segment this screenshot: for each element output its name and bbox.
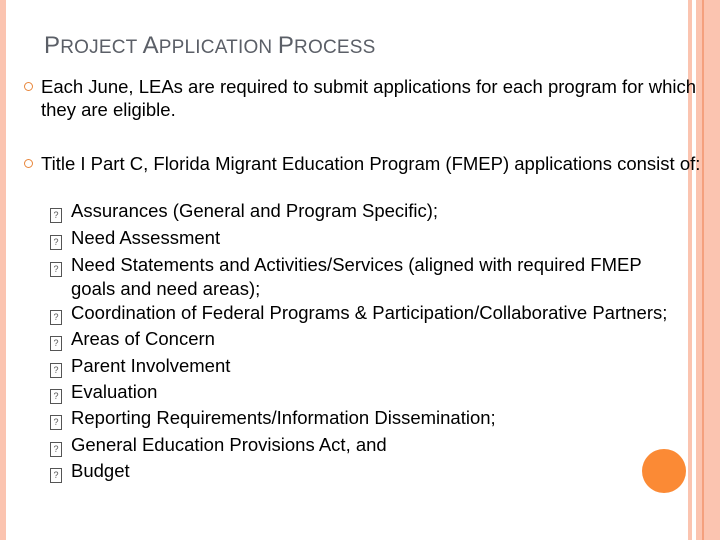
missing-glyph-bullet-icon: ? (50, 468, 62, 483)
sub-bullet-item (50, 226, 220, 250)
sub-bullet-text: Reporting Requirements/Information Dissemination; (71, 407, 496, 428)
sub-bullet-text: Coordination of Federal Programs & Participation/Collaborative Partners; (71, 302, 668, 323)
title-rest: ROJECT (60, 37, 143, 58)
slide-title (44, 32, 376, 60)
sub-bullet-text: Areas of Concern (71, 328, 215, 349)
bullet-text: Each June, LEAs are required to submit applications for each program for which they are eligible. (41, 76, 697, 120)
sub-bullet-text: Assurances (General and Program Specific); (71, 200, 439, 221)
bullet-circle-icon (24, 159, 33, 168)
left-border-decoration (0, 0, 6, 540)
sub-bullet-item (50, 406, 496, 430)
sub-bullet-text: Evaluation (71, 381, 158, 402)
title-cap: P (277, 32, 295, 59)
title-cap: A (142, 32, 159, 59)
missing-glyph-bullet-icon: ? (50, 208, 62, 223)
title-rest: ROCESS (294, 37, 376, 58)
title-cap: P (44, 32, 61, 59)
sub-bullet-item (50, 327, 215, 351)
title-rest: PPLICATION (158, 37, 278, 58)
bullet-text: Title I Part C, Florida Migrant Education Program (FMEP) applications consist of: (41, 153, 701, 174)
sub-bullet-text: Need Assessment (71, 227, 221, 248)
sub-bullet-item (50, 301, 667, 325)
sub-bullet-text: Need Statements and Activities/Services (aligned with required FMEP (71, 254, 642, 275)
sub-bullet-text: Parent Involvement (71, 355, 231, 376)
right-border-line (702, 0, 704, 540)
sub-bullet-text-continuation: goals and need areas); (71, 278, 261, 299)
sub-bullet-item (50, 459, 130, 483)
missing-glyph-bullet-icon: ? (50, 389, 62, 404)
missing-glyph-bullet-icon: ? (50, 442, 62, 457)
decorative-orange-circle (642, 449, 686, 493)
sub-bullet-text: General Education Provisions Act, and (71, 434, 387, 455)
sub-bullet-item (50, 354, 230, 378)
bullet-item (24, 152, 701, 175)
sub-bullet-text: Budget (71, 460, 130, 481)
missing-glyph-bullet-icon: ? (50, 262, 62, 277)
missing-glyph-bullet-icon: ? (50, 415, 62, 430)
missing-glyph-bullet-icon: ? (50, 235, 62, 250)
sub-bullet-item (50, 253, 642, 300)
bullet-circle-icon (24, 82, 33, 91)
missing-glyph-bullet-icon: ? (50, 310, 62, 325)
sub-bullet-item (50, 199, 438, 223)
bullet-item (24, 75, 701, 121)
missing-glyph-bullet-icon: ? (50, 336, 62, 351)
missing-glyph-bullet-icon: ? (50, 363, 62, 378)
sub-bullet-item (50, 433, 387, 457)
sub-bullet-item (50, 380, 157, 404)
